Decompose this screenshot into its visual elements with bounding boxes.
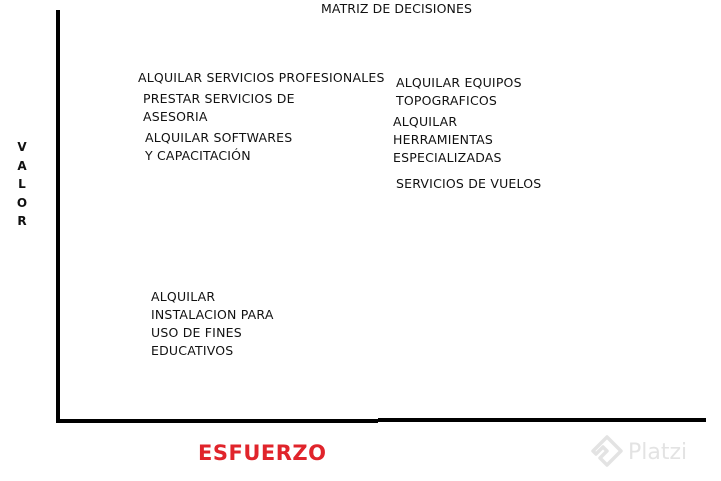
item-line: ESPECIALIZADAS	[393, 150, 502, 165]
y-axis-line	[56, 10, 60, 423]
item-line: SERVICIOS DE VUELOS	[396, 176, 542, 191]
y-axis-letter: R	[17, 214, 27, 228]
item-alquilar-instalacion-educativos	[151, 288, 274, 360]
item-line: ALQUILAR	[393, 114, 458, 129]
item-alquilar-softwares-capacitacion	[145, 129, 292, 165]
item-line: INSTALACION PARA	[151, 307, 274, 322]
x-axis-label: ESFUERZO	[198, 441, 327, 465]
item-servicios-de-vuelos	[396, 175, 541, 193]
item-line: USO DE FINES	[151, 325, 242, 340]
item-line: ALQUILAR SOFTWARES	[145, 130, 293, 145]
platzi-watermark	[590, 434, 687, 470]
y-axis-letter: A	[17, 158, 27, 173]
item-alquilar-equipos-topograficos	[396, 74, 522, 110]
item-prestar-servicios-asesoria	[143, 90, 295, 126]
x-axis-line-right	[378, 418, 706, 422]
item-line: ALQUILAR EQUIPOS	[396, 75, 522, 90]
item-line: HERRAMIENTAS	[393, 132, 493, 147]
x-axis-line	[56, 419, 378, 423]
item-line: ASESORIA	[143, 109, 208, 124]
watermark-text: Platzi	[628, 439, 688, 465]
platzi-logo-icon	[590, 434, 624, 470]
y-axis-letter: V	[17, 140, 27, 154]
item-line: EDUCATIVOS	[151, 343, 234, 358]
y-axis-letter: O	[16, 195, 28, 210]
item-line: Y CAPACITACIÓN	[145, 148, 251, 163]
item-line: PRESTAR SERVICIOS DE	[143, 91, 295, 106]
item-line: ALQUILAR	[151, 289, 216, 304]
y-axis-letter: L	[18, 177, 26, 191]
y-axis-label	[16, 138, 28, 231]
item-line: TOPOGRAFICOS	[396, 93, 498, 108]
matrix-title: MATRIZ DE DECISIONES	[321, 1, 472, 16]
item-alquilar-servicios-profesionales	[138, 69, 385, 87]
item-alquilar-herramientas-especializadas	[393, 113, 502, 167]
item-line: ALQUILAR SERVICIOS PROFESIONALES	[138, 70, 385, 85]
